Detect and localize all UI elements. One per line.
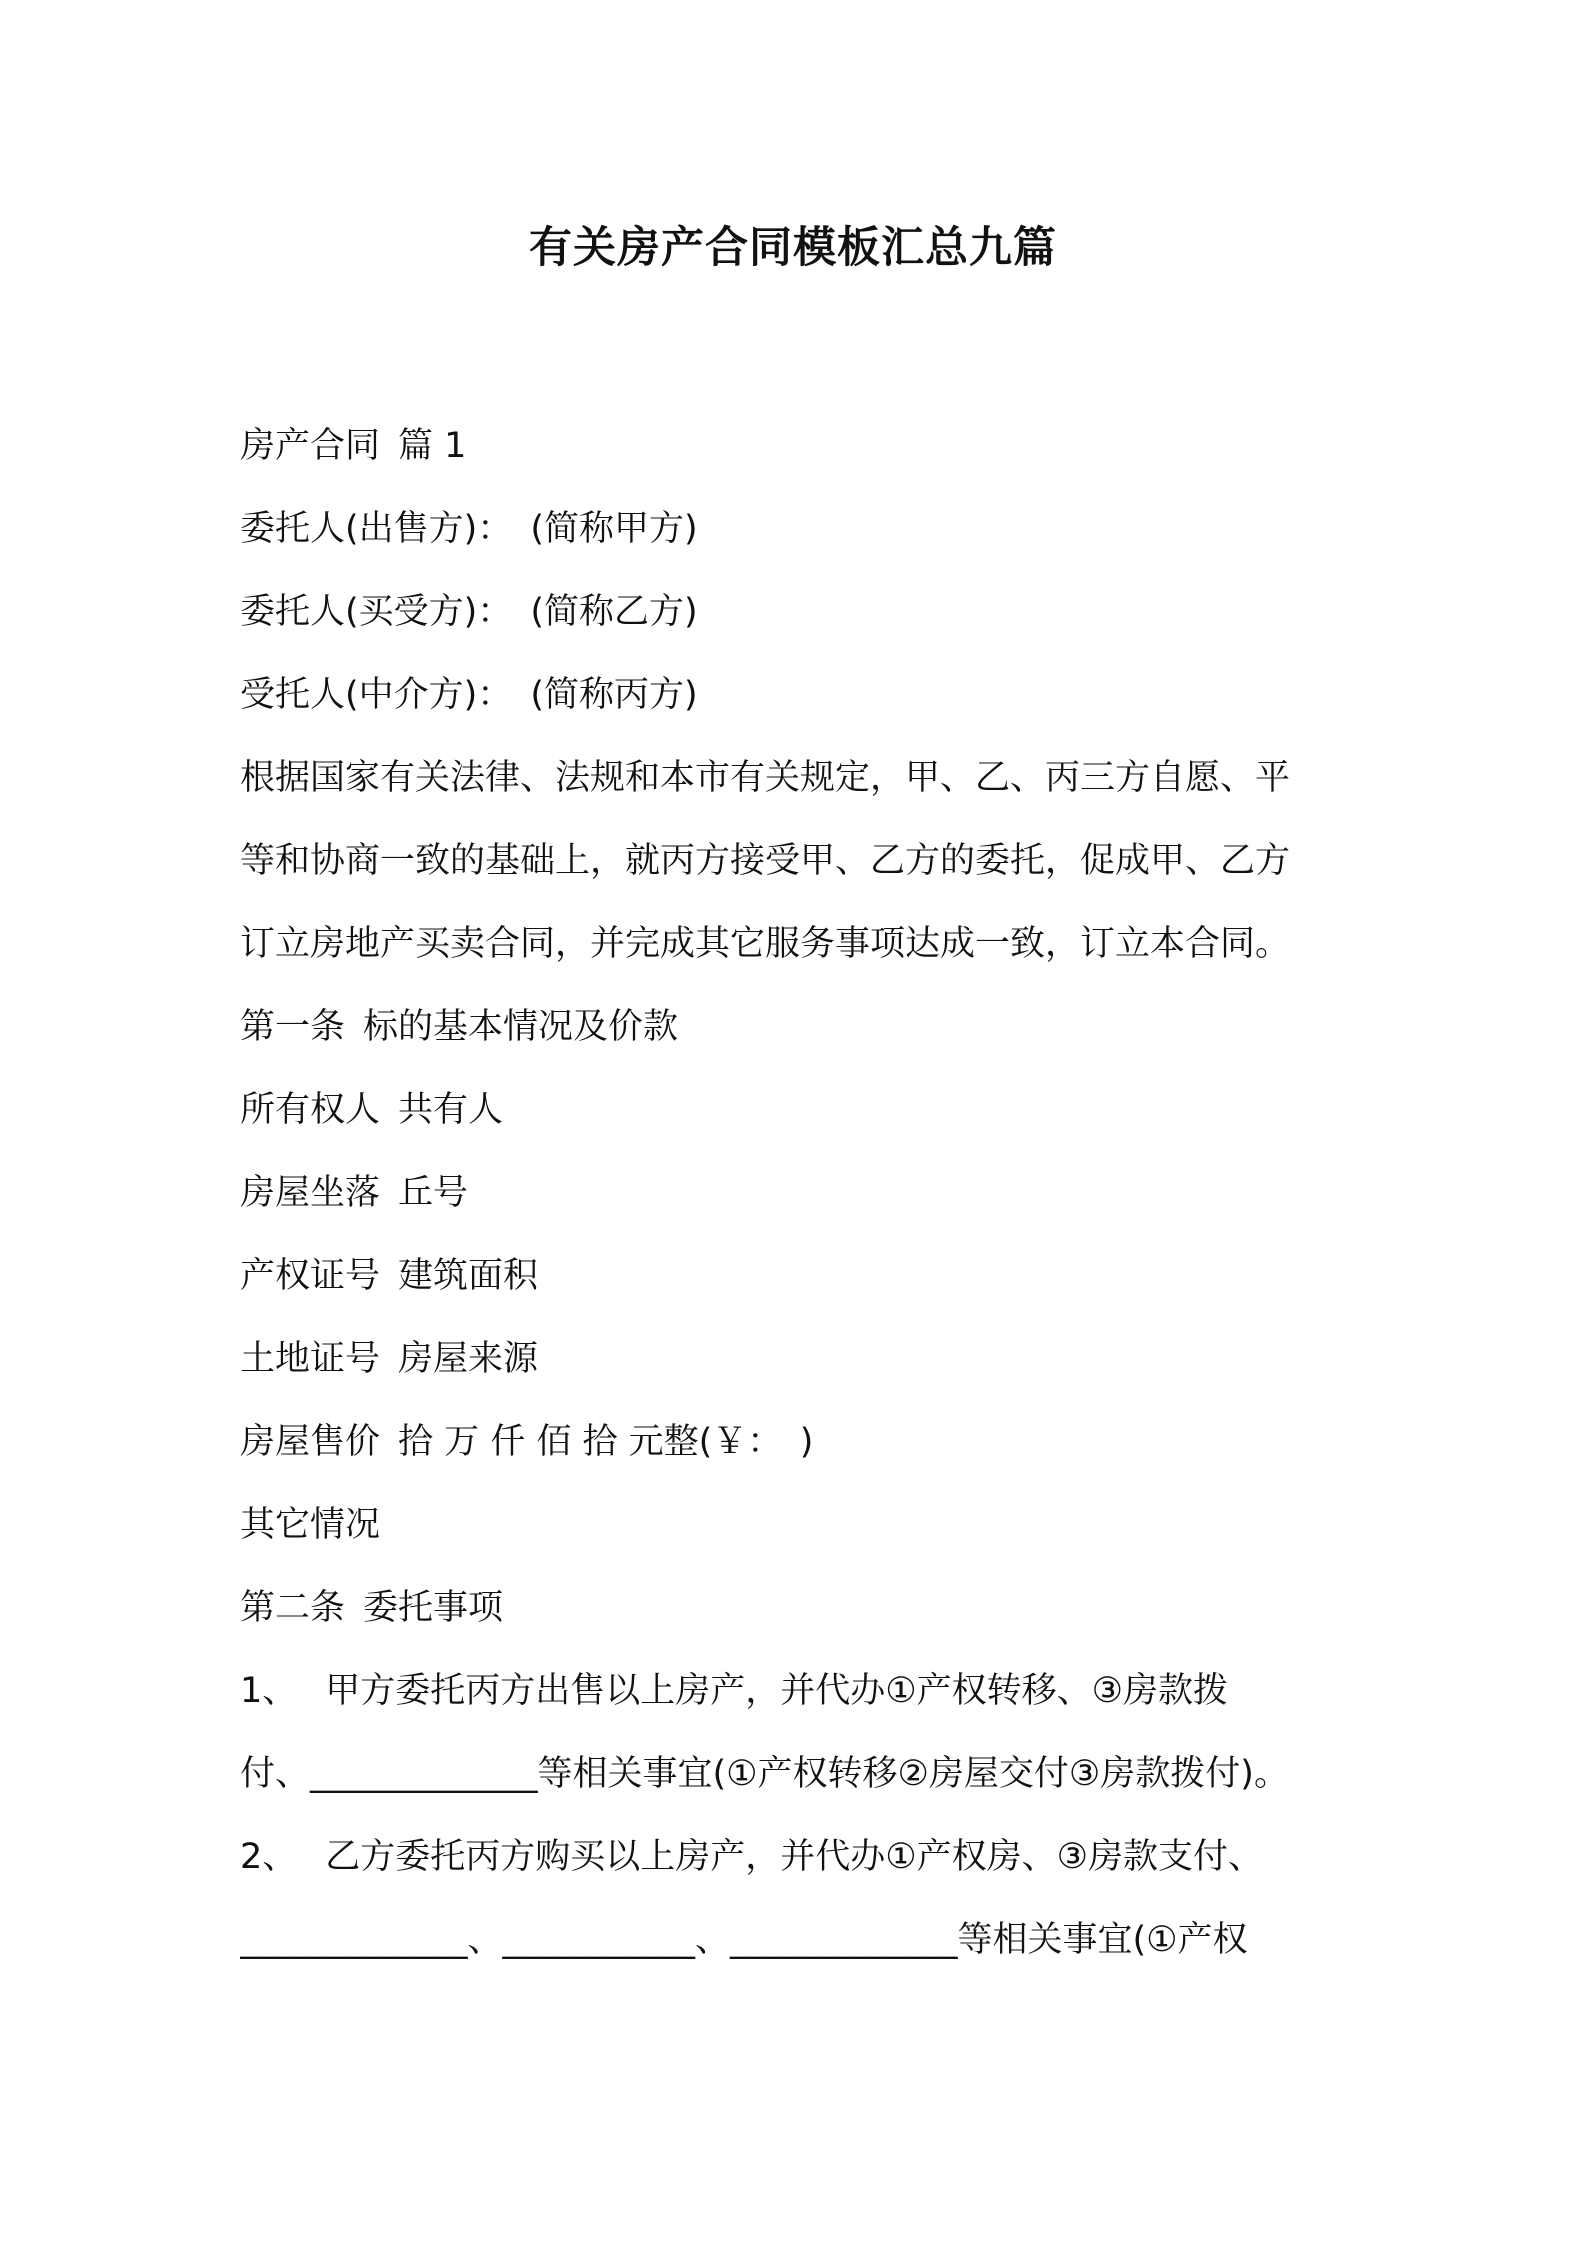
text-segment: 产权证号 <box>240 1256 381 1296</box>
text-segment: (简称丙方) <box>530 675 698 715</box>
text-segment: 甲方委托丙方出售以上房产，并代办①产权转移、③房款拨 <box>325 1671 1229 1711</box>
document-title: 有关房产合同模板汇总九篇 <box>529 223 1057 273</box>
text-segment: 委托人(买受方)： <box>240 592 513 632</box>
text-segment: 房屋来源 <box>398 1339 539 1379</box>
text-segment: 共有人 <box>398 1090 504 1130</box>
text-segment: 第二条 <box>240 1588 346 1628</box>
text-segment: 房产合同 <box>240 426 381 466</box>
text-segment: 标的基本情况及价款 <box>363 1007 679 1047</box>
text-segment: 委托事项 <box>363 1588 504 1628</box>
text-segment: 所有权人 <box>240 1090 381 1130</box>
text-segment: 其它情况 <box>240 1505 381 1545</box>
text-segment: 乙方委托丙方购买以上房产，并代办①产权房、③房款支付、 <box>325 1837 1264 1877</box>
clause-line <box>240 1899 1360 1982</box>
field-line <box>240 1069 1360 1152</box>
text-segment: 委托人(出售方)： <box>240 509 513 549</box>
clause-line <box>240 1650 1360 1733</box>
field-line <box>240 1318 1360 1401</box>
text-segment: 丘号 <box>398 1173 469 1213</box>
text-segment: 篇 1 <box>398 426 467 466</box>
text-segment: 付、_____________等相关事宜(①产权转移②房屋交付③房款拨付)。 <box>240 1754 1289 1794</box>
paragraph-line <box>240 737 1360 820</box>
field-line <box>240 1484 1360 1567</box>
field-line <box>240 1152 1360 1235</box>
price-line <box>240 1401 1360 1484</box>
text-segment: 1、 <box>240 1671 298 1711</box>
article-heading <box>240 1567 1360 1650</box>
text-segment: (简称甲方) <box>530 509 698 549</box>
field-line <box>240 1235 1360 1318</box>
text-segment: 拾 万 仟 佰 拾 元整(￥： ) <box>398 1422 814 1462</box>
paragraph-line <box>240 903 1360 986</box>
section-heading <box>240 405 1360 488</box>
text-segment: 等和协商一致的基础上，就丙方接受甲、乙方的委托，促成甲、乙方 <box>240 841 1291 881</box>
text-segment: _____________、___________、_____________等相关事宜(①产权 <box>240 1920 1248 1960</box>
clause-line <box>240 1733 1360 1816</box>
text-segment: 第一条 <box>240 1007 346 1047</box>
text-segment: 建筑面积 <box>398 1256 539 1296</box>
text-segment: 订立房地产买卖合同，并完成其它服务事项达成一致，订立本合同。 <box>240 924 1291 964</box>
party-line <box>240 571 1360 654</box>
article-heading <box>240 986 1360 1069</box>
text-segment: 土地证号 <box>240 1339 381 1379</box>
text-segment: 根据国家有关法律、法规和本市有关规定，甲、乙、丙三方自愿、平 <box>240 758 1291 798</box>
text-segment: (简称乙方) <box>530 592 698 632</box>
paragraph-line <box>240 820 1360 903</box>
text-segment: 2、 <box>240 1837 298 1877</box>
document-body <box>240 405 1360 1982</box>
party-line <box>240 654 1360 737</box>
party-line <box>240 488 1360 571</box>
text-segment: 受托人(中介方)： <box>240 675 513 715</box>
text-segment: 房屋坐落 <box>240 1173 381 1213</box>
clause-line <box>240 1816 1360 1899</box>
text-segment: 房屋售价 <box>240 1422 381 1462</box>
